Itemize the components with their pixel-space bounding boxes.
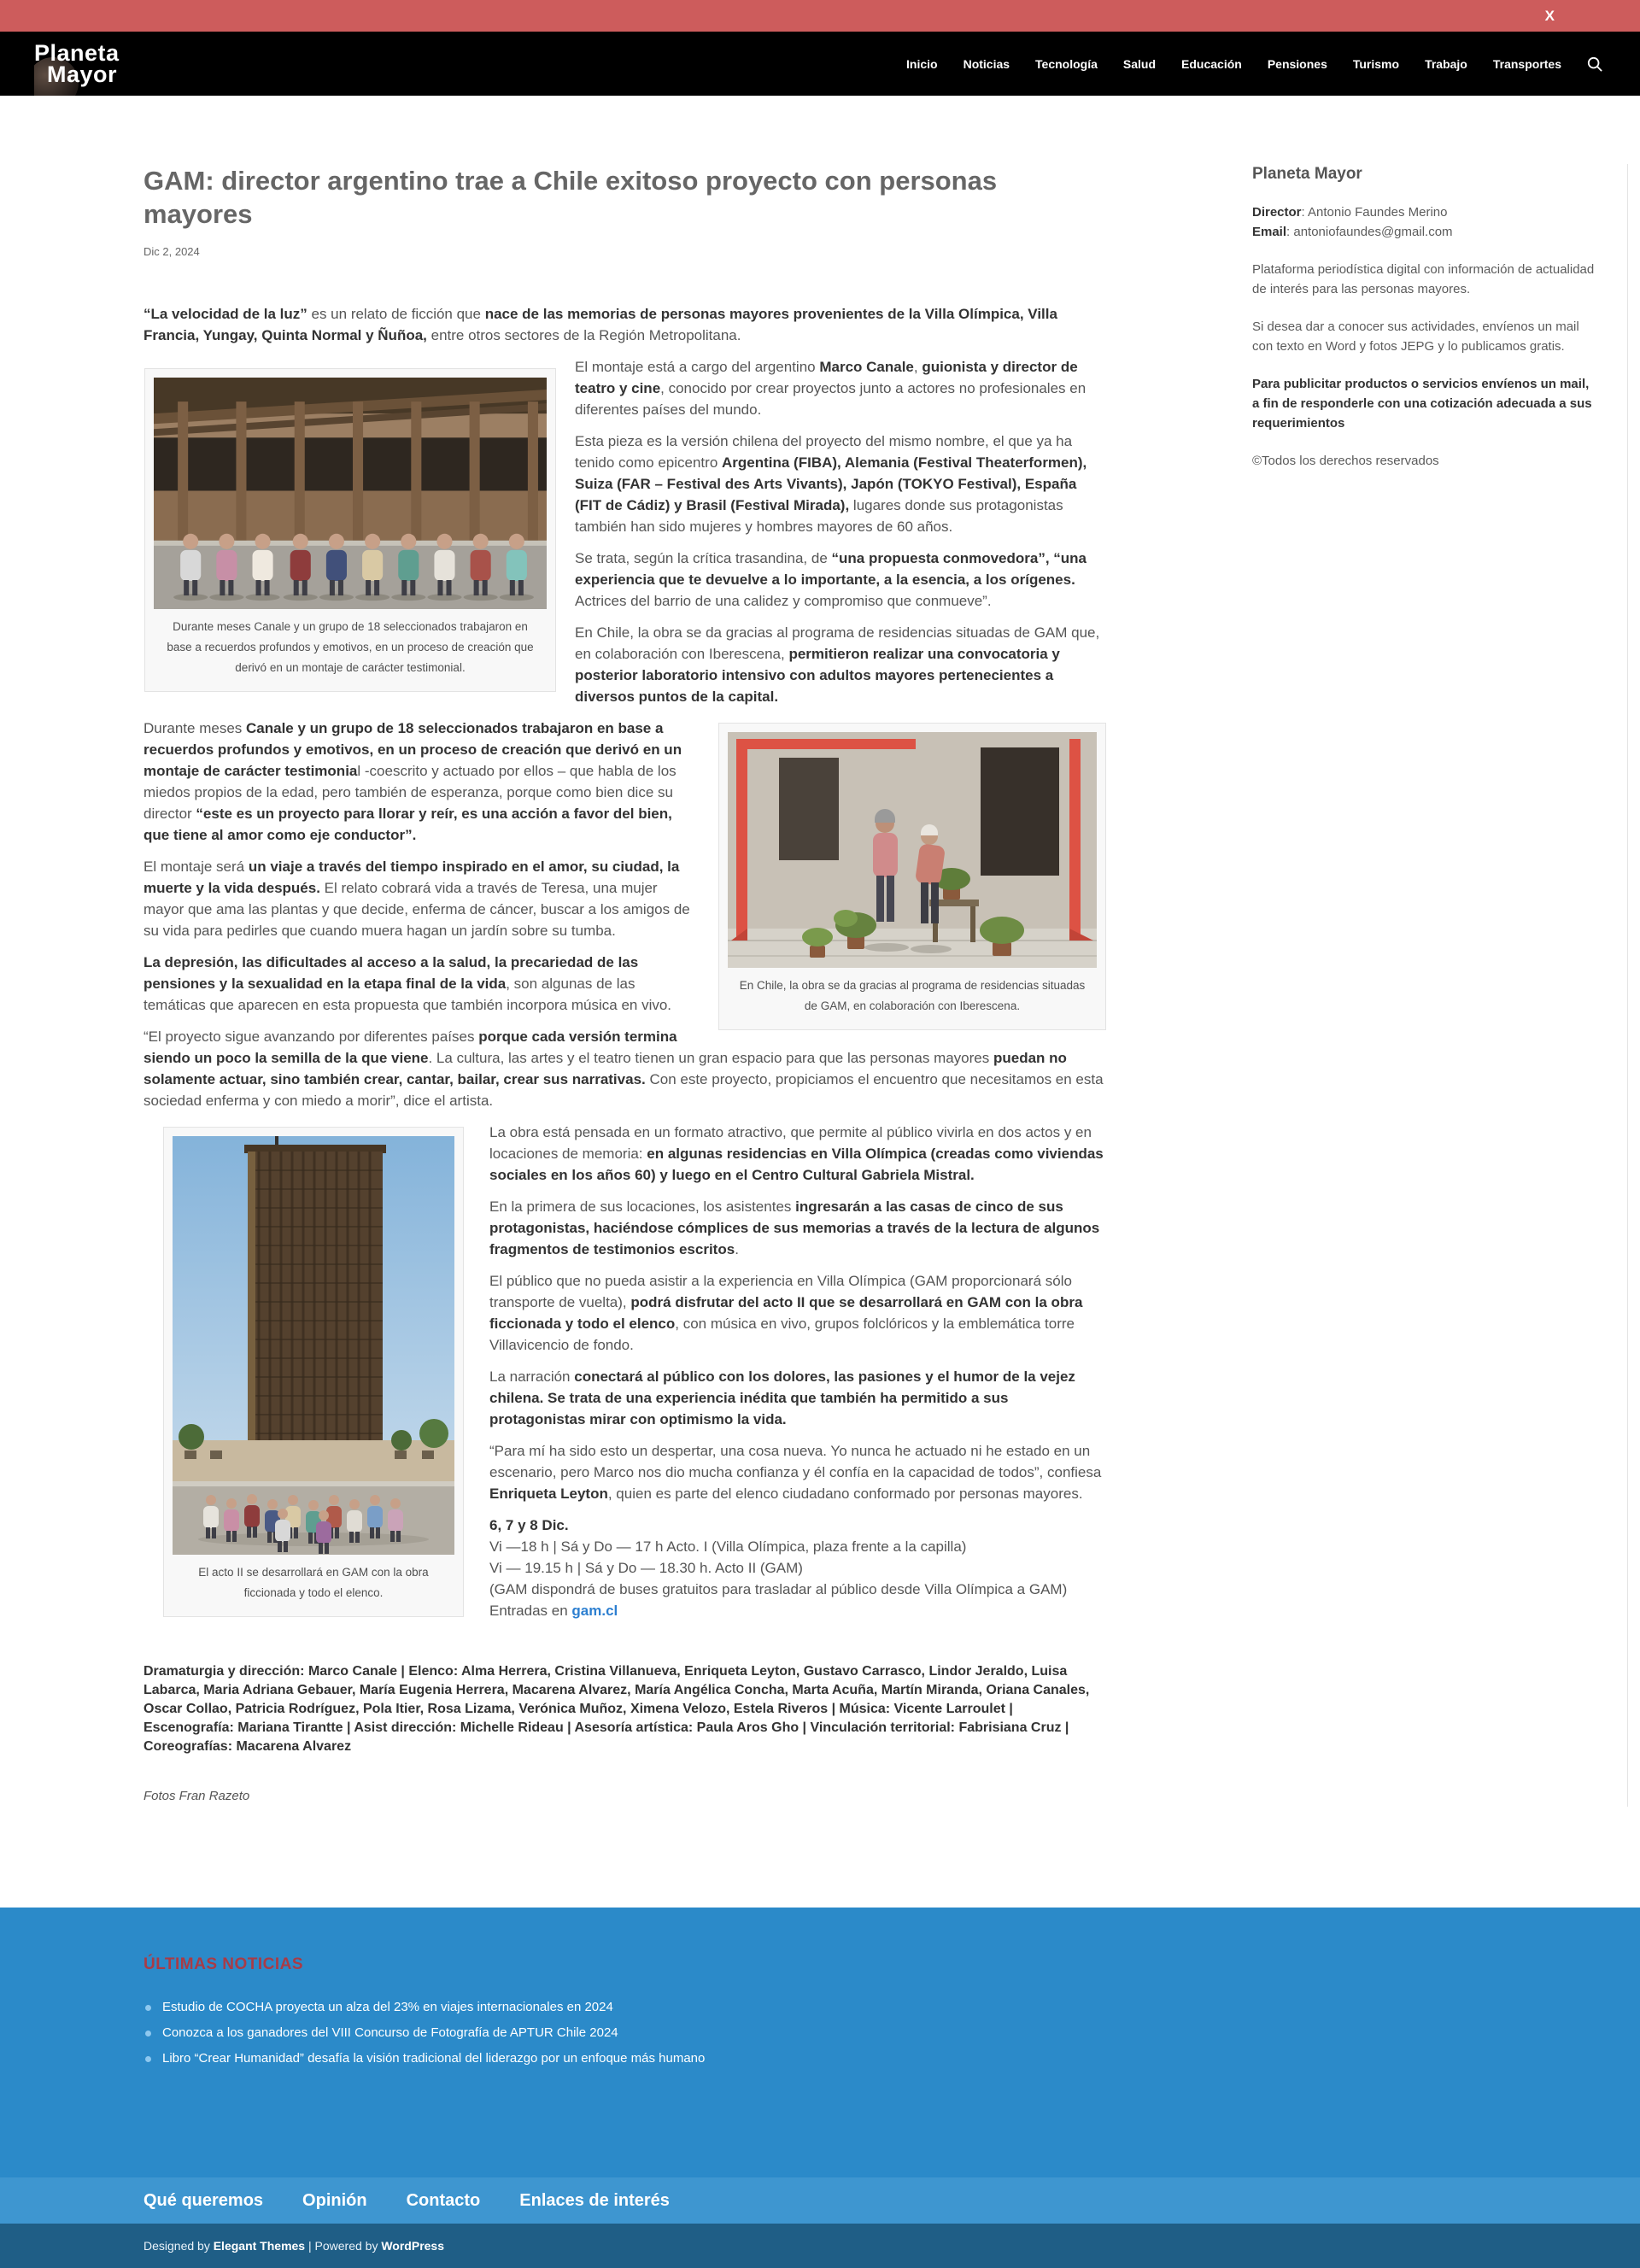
article-figure-1 <box>144 368 556 692</box>
news-link[interactable]: Estudio de COCHA proyecta un alza del 23% en viajes internacionales en 2024 <box>162 2000 613 2014</box>
list-item <box>144 2046 1496 2072</box>
article-figure-3 <box>163 1127 464 1617</box>
nav-item-pensiones[interactable]: Pensiones <box>1267 56 1327 71</box>
article <box>144 164 1107 1807</box>
photo-credit: Fotos Fran Razeto <box>144 1789 250 1803</box>
news-link[interactable]: Conozca a los ganadores del VIII Concurso de Fotografía de APTUR Chile 2024 <box>162 2025 618 2040</box>
article-paragraph: El público que no pueda asistir a la experiencia en Villa Olímpica (GAM proporcionará sólo transporte de vuelta), podrá disfrutar del acto II que se desarrollará en GAM con la obra ficcionada y todo el elenco, con música en vivo, grupos folclóricos y la emblemática torre Villavicencio de fondo. <box>489 1273 1083 1353</box>
sidebar-description: Plataforma periodística digital con información de actualidad de interés para las personas mayores. <box>1252 262 1595 296</box>
sidebar-director-line: Director: Antonio Faundes Merino <box>1252 205 1448 220</box>
inline-link[interactable]: gam.cl <box>571 1603 618 1619</box>
footer-nav-bar <box>0 2177 1640 2224</box>
footer-link-contacto[interactable]: Contacto <box>406 2190 481 2210</box>
article-figure-2 <box>718 723 1106 1030</box>
bullet-icon <box>145 2031 151 2037</box>
site-footer <box>0 1908 1640 2268</box>
nav-item-noticias[interactable]: Noticias <box>963 56 1010 71</box>
article-paragraph: “El proyecto sigue avanzando por diferentes países porque cada versión termina siendo un poco la semilla de la que viene. La cultura, las artes y el teatro tienen un gran espacio para que las personas mayores puedan no solamente actuar, sino también crear, cantar, bailar, crear sus narrativas. Con este proyecto, propiciamos el encuentro que necesitamos en esta sociedad enferma y con miedo a morir”, dice el artista. <box>144 1029 1104 1109</box>
search-icon[interactable] <box>1587 56 1602 72</box>
article-paragraph: La obra está pensada en un formato atractivo, que permite al público vivirla en dos actos y en locaciones de memoria: en algunas residencias en Villa Olímpica (creadas como viviendas sociales en los años 60) y luego en el Centro Cultural Gabriela Mistral. <box>489 1124 1104 1183</box>
logo-text-line2: Mayor <box>47 61 118 87</box>
schedule-act1: Vi —18 h | Sá y Do — 17 h Acto. I (Villa Olímpica, plaza frente a la capilla) <box>489 1538 967 1555</box>
photo-cast-group <box>154 378 547 609</box>
article-paragraph: El montaje será un viaje a través del tiempo inspirado en el amor, su ciudad, la muerte y la vida después. El relato cobrará vida a través de Teresa, una mujer mayor que ama las plantas y que decide, enferma de cáncer, buscar a los amigos de su vida para pedirles que cuando muera hagan un jardín sobre su tumba. <box>144 859 690 939</box>
main-content <box>0 96 1640 1908</box>
post-date: Dic 2, 2024 <box>144 245 200 258</box>
latest-news-list <box>144 1995 1496 2072</box>
bullet-icon <box>145 2056 151 2062</box>
nav-item-turismo[interactable]: Turismo <box>1352 56 1400 71</box>
logo-text-line1: Planeta <box>34 39 120 66</box>
nav-item-tecnologia[interactable]: Tecnología <box>1035 56 1098 71</box>
nav-item-educacion[interactable]: Educación <box>1181 56 1242 71</box>
sidebar-rights: ©Todos los derechos reservados <box>1252 454 1439 468</box>
main-nav <box>906 56 1602 72</box>
sidebar-email-line: Email: antoniofaundes@gmail.com <box>1252 225 1453 239</box>
photo-villavicencio-tower <box>173 1136 454 1555</box>
article-paragraph: Durante meses Canale y un grupo de 18 seleccionados trabajaron en base a recuerdos profundos y emotivos, en un proceso de creación que derivó en un montaje de carácter testimonial -coescrito y actuado por ellos – que habla de los miedos propios de la edad, pero también de esperanza, porque como bien dice su director “este es un proyecto para llorar y reír, es una acción a favor del bien, que tiene al amor como eje conductor”. <box>144 720 682 843</box>
article-paragraph: En la primera de sus locaciones, los asistentes ingresarán a las casas de cinco de sus protagonistas, haciéndose cómplices de sus memorias a través de la lectura de algunos fragmentos de testimonios escritos. <box>489 1198 1100 1257</box>
footer-link-que-queremos[interactable]: Qué queremos <box>144 2190 264 2210</box>
nav-item-inicio[interactable]: Inicio <box>906 56 938 71</box>
schedule-buses-note: (GAM dispondrá de buses gratuitos para trasladar al público desde Villa Olímpica a GAM) <box>489 1581 1068 1597</box>
news-link[interactable]: Libro “Crear Humanidad” desafía la visión tradicional del liderazgo por un enfoque más humano <box>162 2051 706 2066</box>
sidebar-submit-info: Si desea dar a conocer sus actividades, envíenos un mail con texto en Word y fotos JEPG y lo publicamos gratis. <box>1252 319 1579 354</box>
schedule-act2: Vi — 19.15 h | Sá y Do — 18.30 h. Acto II (GAM) <box>489 1560 803 1576</box>
article-paragraph: La depresión, las dificultades al acceso a la salud, la precariedad de las pensiones y la sexualidad en la etapa final de la vida, son algunas de las temáticas que aparecen en esta propuesta que también incorpora música en vivo. <box>144 954 672 1013</box>
tickets-line: Entradas en gam.cl <box>489 1603 618 1619</box>
credits-paragraph: Dramaturgia y dirección: Marco Canale | Elenco: Alma Herrera, Cristina Villanueva, Enriqueta Leyton, Gustavo Carrasco, Lindor Jeraldo, Luisa Labarca, Maria Adriana Gebauer, María Eugenia Herrera, Macarena Alvarez, María Angélica Concha, Marta Acuña, Martín Miranda, Oriana Canales, Oscar Collao, Patricia Rodríguez, Pola Itier, Rosa Lizama, Verónica Muñoz, Ximena Velozo, Estela Riveros | Música: Vicente Larroulet | Escenografía: Mariana Tirantte | Asist dirección: Michelle Rideau | Asesoría artística: Paula Aros Gho | Vinculación territorial: Fabrisiana Cruz | Coreografías: Macarena Alvarez <box>144 1664 1090 1754</box>
site-header <box>0 32 1640 96</box>
list-item <box>144 2020 1496 2046</box>
site-logo[interactable] <box>34 32 120 96</box>
photo-residency-plants <box>728 732 1097 968</box>
top-notification-bar <box>0 0 1640 32</box>
bullet-icon <box>145 2005 151 2011</box>
article-paragraph: En Chile, la obra se da gracias al programa de residencias situadas de GAM que, en colaboración con Iberescena, permitieron realizar una convocatoria y posterior laboratorio intensivo con adultos mayores pertenecientes a diversos puntos de la capital. <box>575 624 1100 705</box>
x-social-icon[interactable]: X <box>1544 8 1555 24</box>
article-paragraph: Esta pieza es la versión chilena del proyecto del mismo nombre, el que ya ha tenido como epicentro Argentina (FIBA), Alemania (Festival Theaterformen), Suiza (FAR – Festival des Arts Vivants), Japón (TOKYO Festival), España (FIT de Cádiz) y Brasil (Festival Mirada), lugares donde sus protagonistas también han sido mujeres y hombres mayores de 60 años. <box>575 433 1087 535</box>
latest-news-section <box>0 1908 1640 2177</box>
sidebar <box>1252 164 1628 1807</box>
article-paragraph: La narración conectará al público con los dolores, las pasiones y el humor de la vejez chilena. Se trata de una experiencia inédita que también ha permitido a sus protagonistas mirar con optimismo la vida. <box>489 1368 1075 1427</box>
footer-link-enlaces-de-interes[interactable]: Enlaces de interés <box>519 2190 670 2210</box>
nav-item-transportes[interactable]: Transportes <box>1492 56 1561 71</box>
article-paragraph: Se trata, según la crítica trasandina, de “una propuesta conmovedora”, “una experiencia que te devuelve a lo importante, a la esencia, a los orígenes. Actrices del barrio de una calidez y compromiso que conmueve”. <box>575 550 1087 609</box>
nav-item-salud[interactable]: Salud <box>1122 56 1157 71</box>
sidebar-advertising-info: Para publicitar productos o servicios envíenos un mail, a fin de responderle con una cotización adecuada a sus requerimientos <box>1252 377 1592 431</box>
figure-caption: El acto II se desarrollará en GAM con la obra ficcionada y todo el elenco. <box>198 1566 429 1599</box>
latest-news-heading: ÚLTIMAS NOTICIAS <box>144 1955 304 1973</box>
article-paragraph: “Para mí ha sido esto un despertar, una cosa nueva. Yo nunca he actuado ni he estado en un escenario, pero Marco nos dio mucha confianza y él confía en la capacidad de todos”, confiesa Enriqueta Leyton, quien es parte del elenco ciudadano conformado por personas mayores. <box>489 1443 1102 1502</box>
nav-item-trabajo[interactable]: Trabajo <box>1425 56 1467 71</box>
list-item <box>144 1995 1496 2020</box>
figure-caption: Durante meses Canale y un grupo de 18 seleccionados trabajaron en base a recuerdos profundos y emotivos, en un proceso de creación que derivó en un montaje de carácter testimonial. <box>167 620 534 675</box>
article-paragraph: “La velocidad de la luz” es un relato de ficción que nace de las memorias de personas mayores provenientes de la Villa Olímpica, Villa Francia, Yungay, Quinta Normal y Ñuñoa, entre otros sectores de la Región Metropolitana. <box>144 306 1057 343</box>
article-paragraph: El montaje está a cargo del argentino Marco Canale, guionista y director de teatro y cine, conocido por crear proyectos junto a actores no profesionales en diferentes países del mundo. <box>575 359 1086 418</box>
sidebar-title: Planeta Mayor <box>1252 165 1362 183</box>
figure-caption: En Chile, la obra se da gracias al programa de residencias situadas de GAM, en colaboración con Iberescena. <box>739 979 1086 1012</box>
page-title: GAM: director argentino trae a Chile exitoso proyecto con personas mayores <box>144 166 998 229</box>
footer-credit-bar <box>0 2224 1640 2268</box>
footer-link-opinion[interactable]: Opinión <box>302 2190 367 2210</box>
schedule-dates: 6, 7 y 8 Dic. <box>489 1517 569 1533</box>
footer-credit: Designed by Elegant Themes | Powered by WordPress <box>144 2239 445 2253</box>
